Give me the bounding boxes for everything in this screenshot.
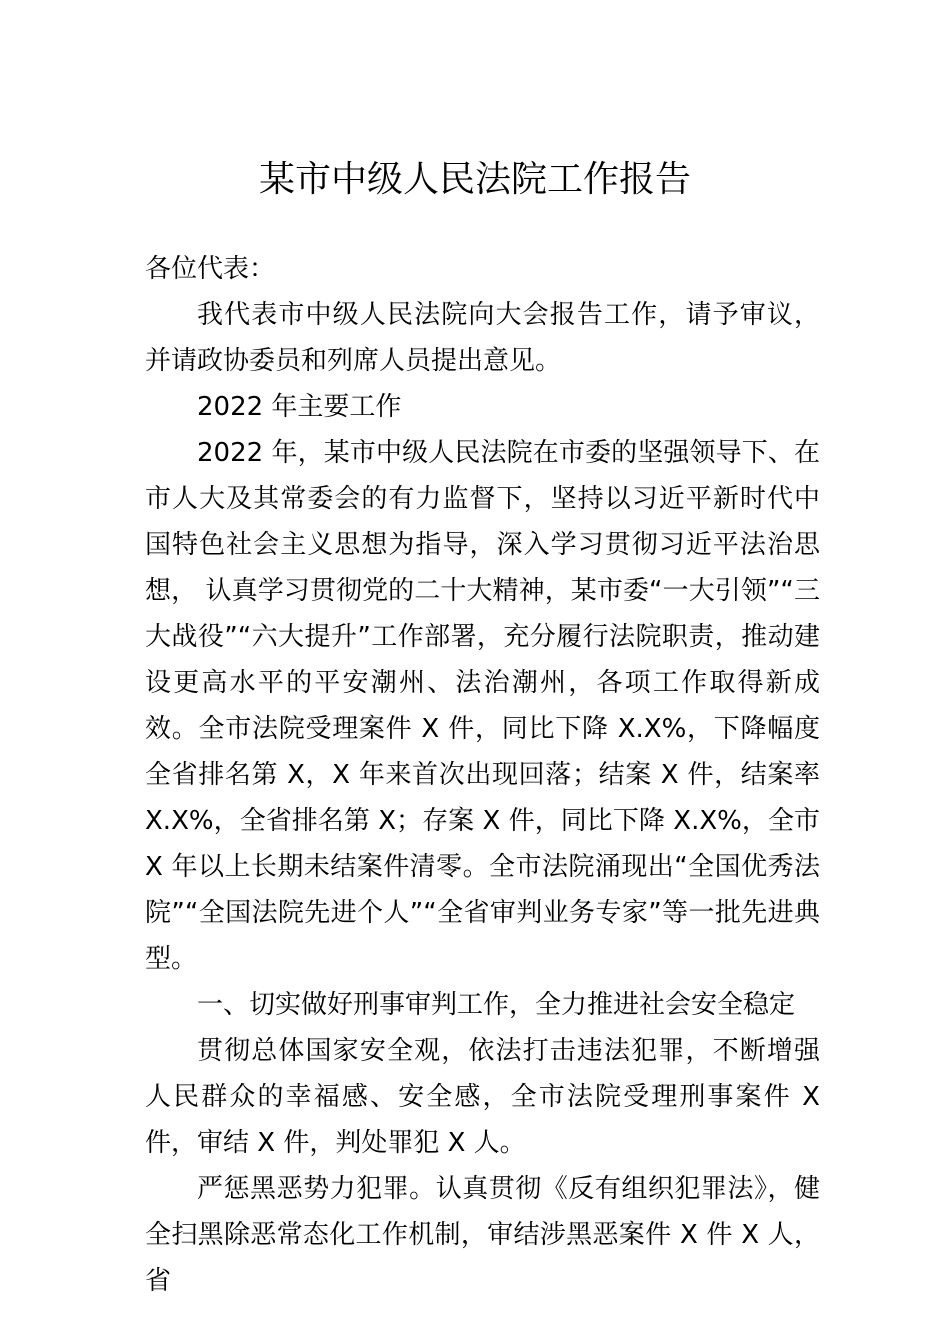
section-heading-2022: 2022 年主要工作 [197, 392, 402, 422]
opening-paragraph: 我代表市中级人民法院向大会报告工作，请予审议，并请政协委员和列席人员提出意见。 [145, 300, 820, 376]
document-body [145, 246, 820, 1304]
summary-paragraph: 2022 年，某市中级人民法院在市委的坚强领导下、在市人大及其常委会的有力监督下，坚持以习近平新时代中国特色社会主义思想为指导，深入学习贯彻习近平法治思想， 认真学习贯彻党的二十大精神，某市委“一大引领”“三大战役”“六大提升”工作部署，充分履行法院职责，推动建设更高水平的平安潮州、法治潮州，各项工作取得新成效。全市法院受理案件 X 件，同比下降 X.X%，下降幅度全省排名第 X，X 年来首次出现回落；结案 X 件，结案率 X.X%，全省排名第 X；存案 X 件，同比下降 X.X%，全市 X 年以上长期未结案件清零。全市法院涌现出“全国优秀法院”“全国法院先进个人”“全省审判业务专家”等一批先进典型。 [145, 438, 820, 974]
document-title: 某市中级人民法院工作报告 [258, 159, 691, 200]
section-heading-criminal: 一、切实做好刑事审判工作，全力推进社会安全稳定 [197, 990, 796, 1020]
criminal-paragraph: 贯彻总体国家安全观，依法打击违法犯罪，不断增强人民群众的幸福感、安全感，全市法院受理刑事案件 X 件，审结 X 件，判处罪犯 X 人。 [145, 1036, 820, 1158]
salutation: 各位代表： [145, 254, 276, 284]
gang-crime-paragraph: 严惩黑恶势力犯罪。认真贯彻《反有组织犯罪法》，健全扫黑除恶常态化工作机制，审结涉黑恶案件 X 件 X 人，省 [145, 1174, 820, 1296]
